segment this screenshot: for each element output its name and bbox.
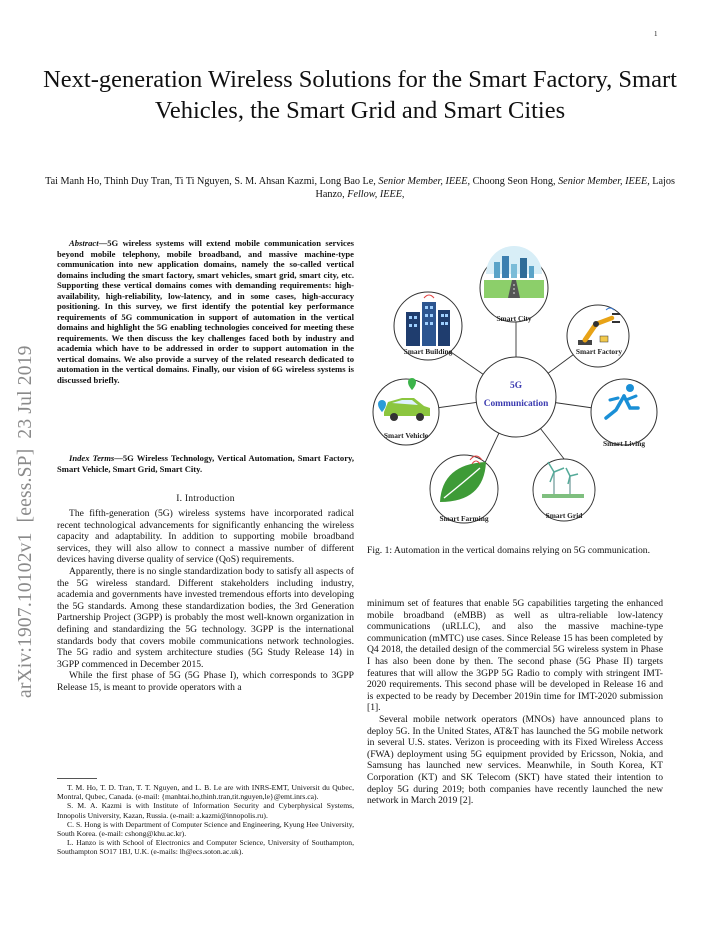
- abstract-label: Abstract: [69, 238, 99, 248]
- footnote: L. Hanzo is with School of Electronics and Computer Science, University of Southampton, Southampton SO17 1BJ, U.K. (e-mails: lh@ecs.soton.ac.uk).: [57, 838, 354, 857]
- node-label: Smart Living: [602, 439, 646, 448]
- author-list: [40, 175, 680, 201]
- paper-title: Next-generation Wireless Solutions for the Smart Factory, Smart Vehicles, the Smart Grid and Smart Cities: [43, 66, 677, 124]
- author-role-hong: Senior Member, IEEE,: [558, 176, 650, 187]
- abstract: [57, 238, 354, 385]
- index-terms-label: Index Terms: [69, 453, 115, 463]
- intro-paragraph: Apparently, there is no single standardization body to satisfy all aspects of the 5G wireless standard. Different stakeholders including industry, academia and governments have invested tremendous efforts into developing the 5G standards. Among these standardization bodies, the 3rd Generation Partnership Project (3GPP) is probably the most well-known organization in defining and standardizing the 5G technology. 3GPP is the international standards body that covers mobile communications network technologies. The 5G radio and system architecture studies (5G Study Release 14) in 3GPP commenced in December 2015.: [57, 565, 354, 670]
- index-terms: [57, 453, 354, 474]
- node-label: Smart Grid: [545, 511, 583, 520]
- node-label: Smart Vehicle: [383, 431, 429, 440]
- node-label: Smart Building: [403, 347, 453, 356]
- intro-paragraph: The fifth-generation (5G) wireless systems have incorporated radical recent technological advancements for significantly enhancing the wireless capacity and adaptability. In addition to supporting mobile broadband services, they will also allow to connect a massive number of different devices having diverse quality of service (QoS) requirements.: [57, 508, 354, 566]
- node-label: Smart Factory: [575, 347, 623, 356]
- page-number: 1: [654, 30, 658, 38]
- node-smart-grid: [533, 459, 595, 521]
- figure-5g-domains: [368, 240, 664, 530]
- abstract-text: —5G wireless systems will extend mobile communication services beyond mobile telephony, mobile broadband, and massive machine-type communication into new application domains, namely the so-called vertical domains including the smart factory, smart vehicles, smart grid, smart city, etc. Supporting these vertical domains comes with demanding requirements: high-availability, high-reliability, low-latency, and in some cases, high-accuracy positioning. In this survey, we first identify the potential key performance requirements of 5G communication in support of automation in the vertical domains and highlight the 5G enabling technologies conceived for meeting these requirements. We then discuss the key challenges faced both by industry and academia which have to be addressed in order to support automation in the vertical domains. We also provide a survey of the related research dedicated to automation in the vertical domains. Finally, our vision of 6G wireless systems is discussed briefly.: [57, 238, 354, 385]
- author-hong: Choong Seon Hong,: [472, 176, 556, 187]
- author-names: Tai Manh Ho, Thinh Duy Tran, Ti Ti Nguyen, S. M. Ahsan Kazmi, Long Bao Le,: [45, 176, 376, 187]
- city-icon: [484, 246, 544, 298]
- arxiv-watermark: [15, 238, 55, 698]
- center-label-5g: 5G: [510, 381, 522, 391]
- node-smart-factory: [567, 305, 629, 367]
- introduction-text: [57, 508, 354, 694]
- author-role-hanzo: Fellow, IEEE,: [347, 189, 405, 200]
- node-label: Smart Farming: [439, 514, 489, 523]
- section-heading: I. Introduction: [176, 493, 235, 504]
- node-smart-vehicle: [373, 378, 439, 445]
- footnote: S. M. A. Kazmi is with Institute of Information Security and Cyberphysical Systems, Innopolis University, Kazan, Russia. (e-mail: a.kazmi@innopolis.ru).: [57, 801, 354, 820]
- arxiv-category: [eess.SP]: [15, 448, 36, 523]
- index-terms-text: —5G Wireless Technology, Vertical Automation, Smart Factory, Smart Vehicle, Smart Grid, Smart City.: [57, 453, 355, 474]
- body-paragraph: minimum set of features that enable 5G capabilities targeting the enhanced mobile broadband (eMBB) as well as ultra-reliable low-latency communications (uRLLC), and also the massive machine-type communication (mMTC) use cases. Since Release 15 has been completed by Q4 2018, the detailed design of the commercial 5G wireless system in Phase I has also been done by then. The second phase (5G Phase II) targets features that will allow the 3GPP 5G Radio to comply with stringent IMT-2020 requirements. This second phase will be developed in Release 16 and is expected to be ready by December 2019in time for IMT-2020 submission [1].: [367, 598, 663, 714]
- node-label: Smart City: [496, 314, 532, 323]
- node-smart-city: [480, 246, 548, 323]
- author-role-le: Senior Member, IEEE,: [378, 176, 471, 187]
- node-smart-farming: [430, 455, 498, 523]
- footnote: C. S. Hong is with Department of Computer Science and Engineering, Kyung Hee University, South Korea. (e-mail: cshong@khu.ac.kr).: [57, 819, 354, 839]
- node-smart-living: [591, 379, 657, 448]
- figure-caption: Fig. 1: Automation in the vertical domains relying on 5G communication.: [367, 545, 650, 556]
- node-smart-building: [394, 292, 462, 360]
- intro-paragraph: While the first phase of 5G (5G Phase I), which corresponds to 3GPP Release 15, is meant to provide operators with a: [57, 670, 354, 693]
- footnote-rule: [57, 778, 97, 779]
- right-column-text: [367, 598, 663, 807]
- center-circle: [476, 357, 556, 437]
- center-label-communication: Communication: [483, 399, 549, 409]
- body-paragraph: Several mobile network operators (MNOs) have announced plans to deploy 5G. In the United States, AT&T has launched the 5G mobile network in several U.S. states. Verizon is proceeding with its Fixed Wireless Access (FWA) deployment using 5G equipment provided by Ericsson, Nokia, and Samsung has launched new services. Meanwhile, in South Korea, KT Corporation (KT) and SK Telecom (SKT) have stated their intention to deploy 5G during 2019; both companies have recently launched the new network in March 2019 [2].: [367, 713, 663, 807]
- arxiv-date: 23 Jul 2019: [15, 345, 36, 439]
- arxiv-id: arXiv:1907.10102v1: [15, 532, 36, 698]
- footnotes: [57, 783, 354, 857]
- footnote: T. M. Ho, T. D. Tran, T. T. Nguyen, and L. B. Le are with INRS-EMT, Universit du Qubec, Montral, Qubec, Canada. (e-mail: {manhtai.ho,thinh.tran,tit.nguyen,le}@emt.inrs.ca).: [57, 783, 354, 802]
- author-hanzo: Lajos Hanzo,: [315, 176, 675, 200]
